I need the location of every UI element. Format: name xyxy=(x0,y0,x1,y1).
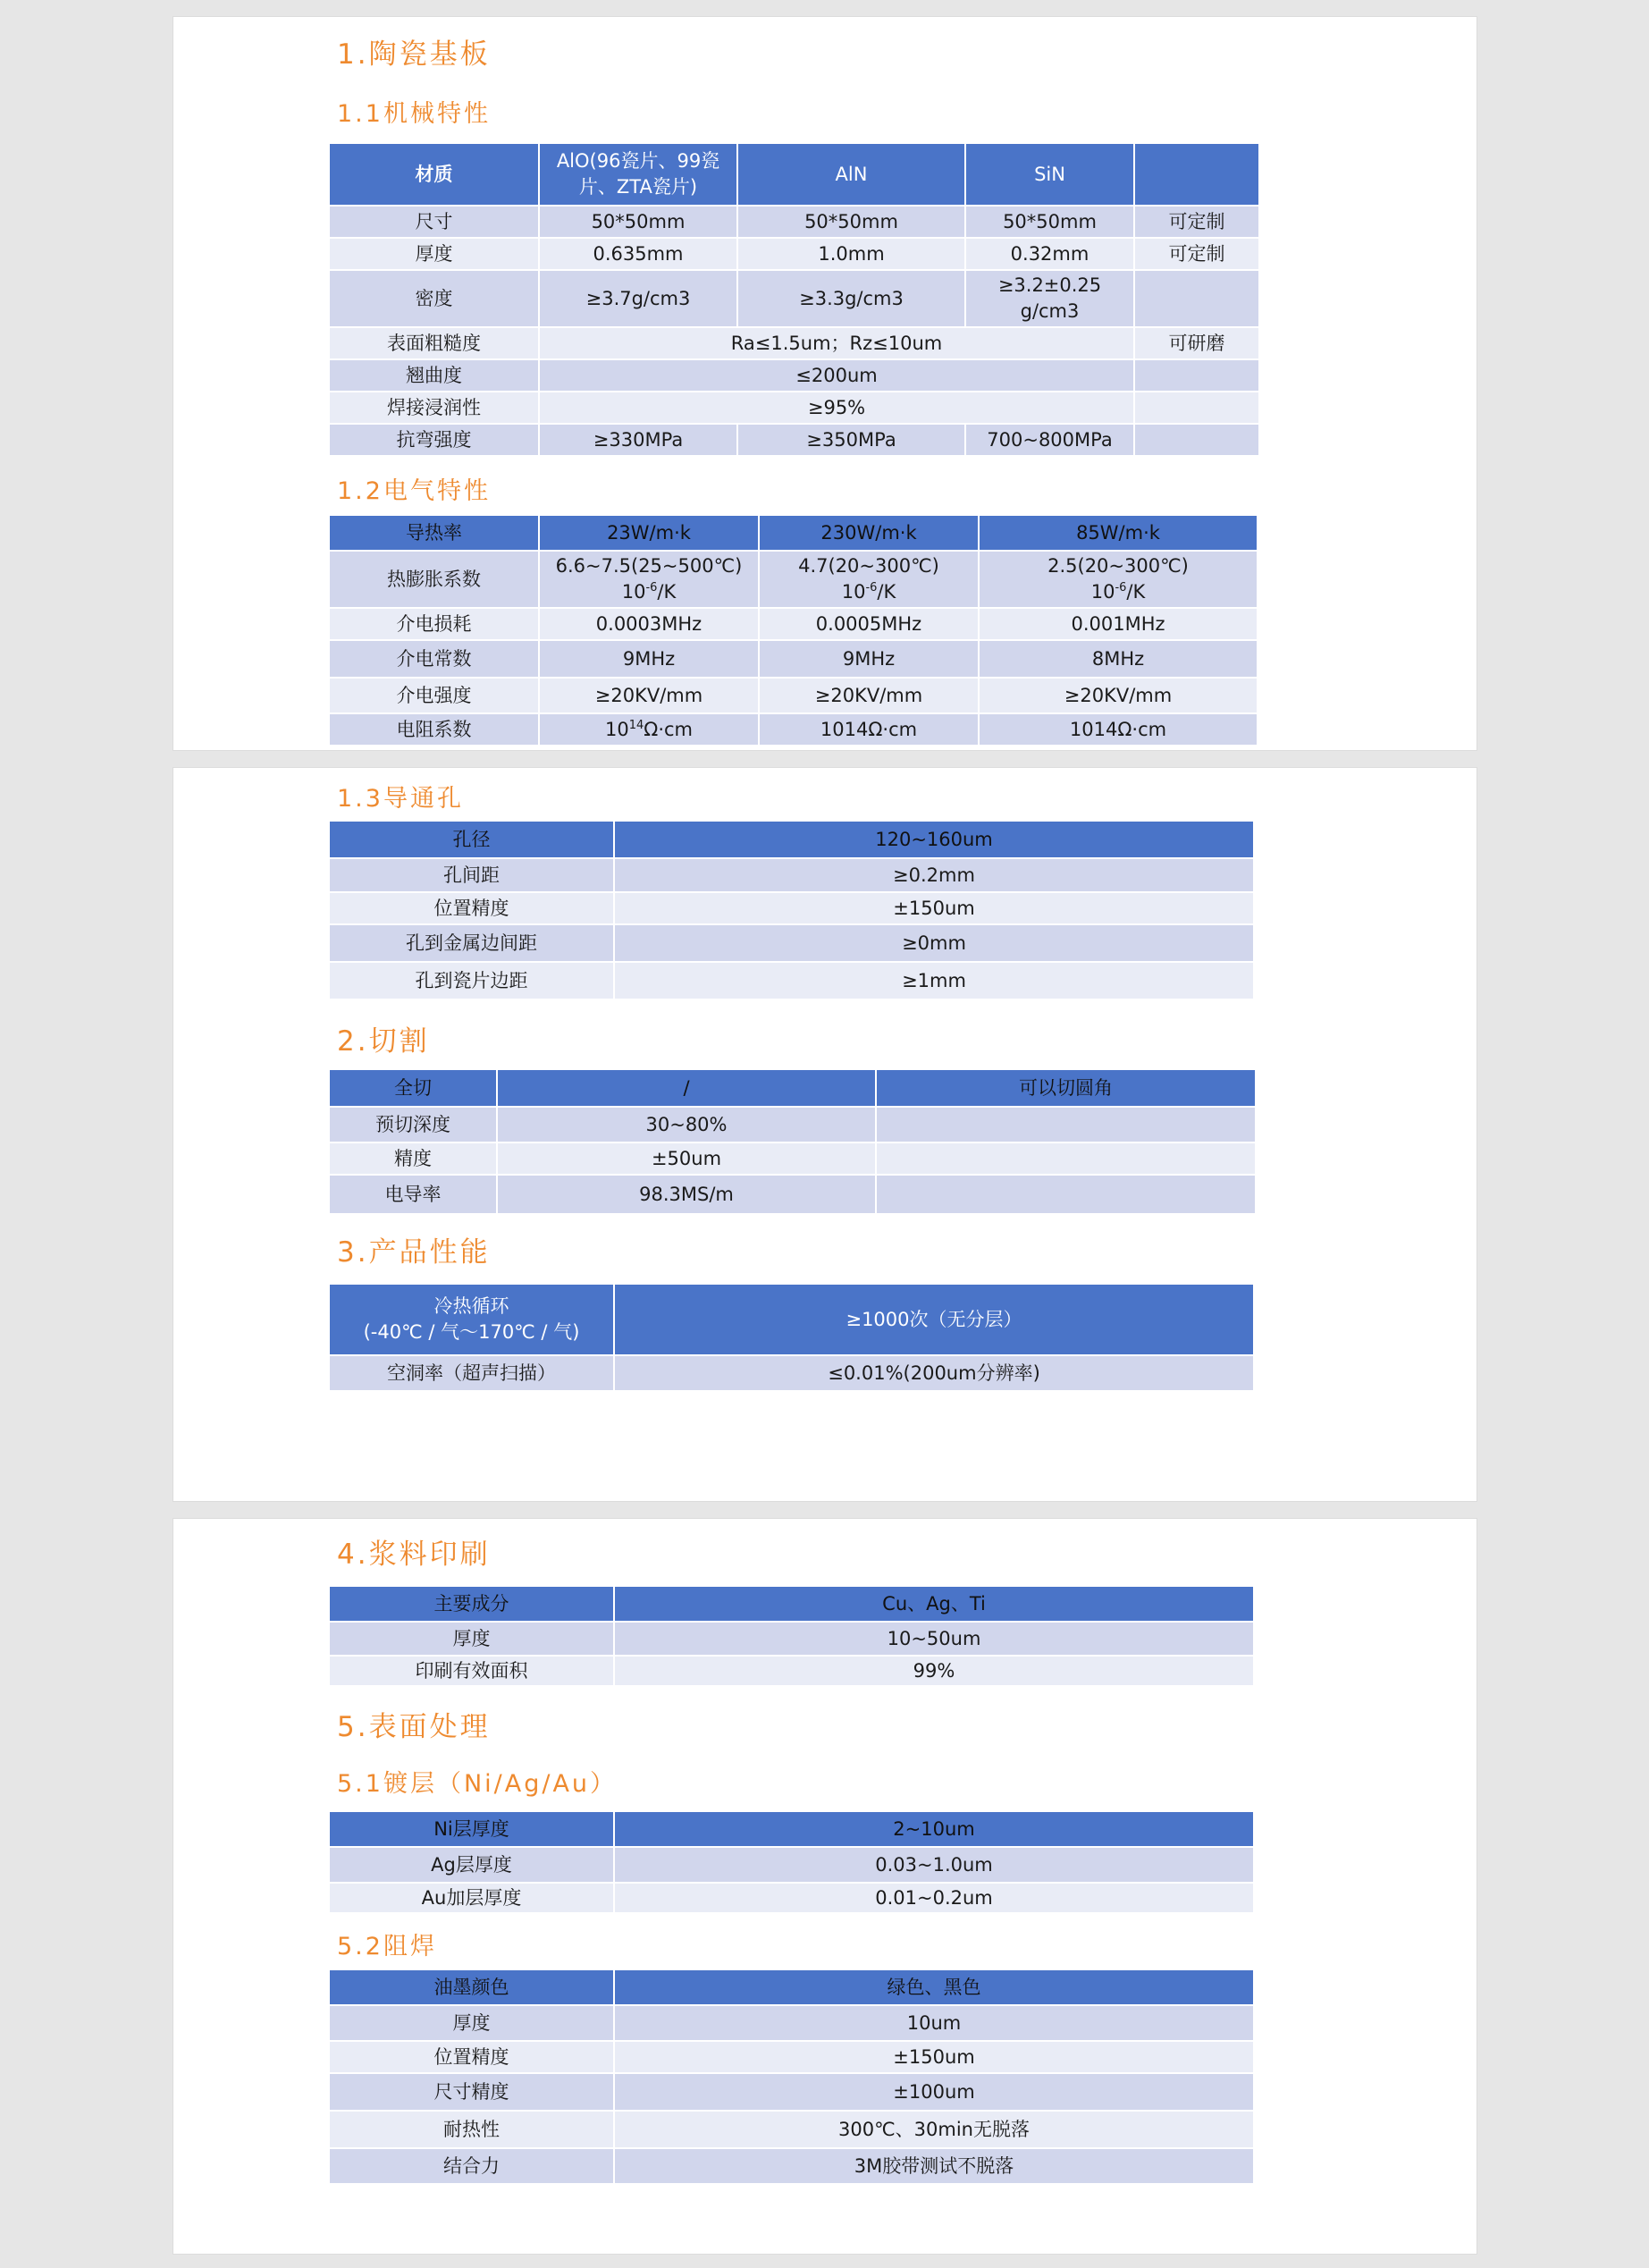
via-table xyxy=(328,820,1255,1000)
table-cell: 尺寸 xyxy=(330,207,538,237)
table-cell: Au加层厚度 xyxy=(330,1884,613,1912)
table-cell: 焊接浸润性 xyxy=(330,392,538,423)
page-2 xyxy=(172,767,1477,1502)
table-header-row xyxy=(330,1587,1253,1621)
table-cell: ±50um xyxy=(498,1143,875,1174)
header-cell: 23W/m·k xyxy=(540,516,758,550)
table-cell: 1014Ω·cm xyxy=(980,714,1257,745)
table-cell: Ag层厚度 xyxy=(330,1848,613,1882)
table-cell: ±150um xyxy=(615,893,1253,923)
table-row xyxy=(330,714,1257,745)
mechanical-properties-table xyxy=(328,142,1260,457)
table-cell: 0.0003MHz xyxy=(540,609,758,639)
table-cell: 介电常数 xyxy=(330,641,538,677)
table-row xyxy=(330,271,1258,326)
table-row xyxy=(330,2112,1253,2147)
header-cell: / xyxy=(498,1070,875,1106)
cutting-table xyxy=(328,1068,1257,1215)
table-cell: ≤0.01%(200um分辨率) xyxy=(615,1356,1253,1390)
table-row xyxy=(330,239,1258,269)
table-cell: 0.0005MHz xyxy=(760,609,978,639)
table-row xyxy=(330,859,1253,891)
table-cell: 介电强度 xyxy=(330,679,538,712)
table-cell: 3M胶带测试不脱落 xyxy=(615,2149,1253,2183)
table-row xyxy=(330,609,1257,639)
table-cell xyxy=(540,552,758,607)
table-row xyxy=(330,2042,1253,2072)
header-cell: 可以切圆角 xyxy=(877,1070,1255,1106)
header-cell: 230W/m·k xyxy=(760,516,978,550)
table-cell: 厚度 xyxy=(330,2006,613,2040)
table-cell: 表面粗糙度 xyxy=(330,328,538,358)
table-cell xyxy=(760,552,978,607)
table-cell: 位置精度 xyxy=(330,2042,613,2072)
header-cell: 2~10um xyxy=(615,1812,1253,1846)
table-cell: ≥3.2±0.25 g/cm3 xyxy=(966,271,1133,326)
table-cell: 介电损耗 xyxy=(330,609,538,639)
table-cell: 1014Ω·cm xyxy=(760,714,978,745)
table-header-row xyxy=(330,822,1253,857)
table-cell: 空洞率（超声扫描） xyxy=(330,1356,613,1390)
table-cell: 1.0mm xyxy=(738,239,964,269)
table-cell: ±100um xyxy=(615,2074,1253,2110)
table-cell: 印刷有效面积 xyxy=(330,1657,613,1685)
table-cell: 可定制 xyxy=(1135,207,1258,237)
performance-table xyxy=(328,1283,1255,1392)
header-cell: 85W/m·k xyxy=(980,516,1257,550)
table-cell: ≥3.3g/cm3 xyxy=(738,271,964,326)
table-row xyxy=(330,2074,1253,2110)
table-row xyxy=(330,1623,1253,1655)
electrical-properties-table xyxy=(328,514,1258,746)
table-cell: 30~80% xyxy=(498,1108,875,1142)
plating-table xyxy=(328,1810,1255,1914)
table-cell: 孔到瓷片边距 xyxy=(330,963,613,999)
subsection-title-solder-mask: 5.2阻焊 xyxy=(337,1933,437,1960)
table-cell: 可研磨 xyxy=(1135,328,1258,358)
table-header-row xyxy=(330,1285,1253,1354)
table-cell: Ra≤1.5um；Rz≤10um xyxy=(540,328,1133,358)
table-cell: 孔到金属边间距 xyxy=(330,925,613,961)
header-cell: AlN xyxy=(738,144,964,205)
subsection-title-electrical: 1.2电气特性 xyxy=(337,477,491,505)
table-cell: 700~800MPa xyxy=(966,425,1133,455)
table-cell: ≥3.7g/cm3 xyxy=(540,271,736,326)
header-cell xyxy=(1135,144,1258,205)
table-cell: 99% xyxy=(615,1657,1253,1685)
table-cell xyxy=(1135,271,1258,326)
paste-printing-table xyxy=(328,1585,1255,1687)
page-3 xyxy=(172,1518,1477,2255)
solder-mask-table xyxy=(328,1969,1255,2185)
cte-range: 4.7(20~300℃) xyxy=(798,555,939,577)
section-title-product-performance: 3.产品性能 xyxy=(337,1236,491,1269)
table-row xyxy=(330,392,1258,423)
table-cell xyxy=(1135,425,1258,455)
table-cell: 50*50mm xyxy=(540,207,736,237)
table-cell: ≥20KV/mm xyxy=(540,679,758,712)
table-cell: 0.001MHz xyxy=(980,609,1257,639)
table-cell: 预切深度 xyxy=(330,1108,496,1142)
table-row xyxy=(330,552,1257,607)
header-cell: 绿色、黑色 xyxy=(615,1970,1253,2004)
table-cell: 抗弯强度 xyxy=(330,425,538,455)
table-cell: 10um xyxy=(615,2006,1253,2040)
table-cell: 9MHz xyxy=(540,641,758,677)
table-cell: ≥1mm xyxy=(615,963,1253,999)
thermal-cycle-range: (-40℃ / 气～170℃ / 气) xyxy=(363,1321,580,1343)
table-row xyxy=(330,963,1253,999)
table-cell: 50*50mm xyxy=(738,207,964,237)
table-row xyxy=(330,893,1253,923)
table-row xyxy=(330,1848,1253,1882)
table-row xyxy=(330,641,1257,677)
cte-range: 6.6~7.5(25~500℃) xyxy=(555,555,743,577)
table-cell xyxy=(1135,392,1258,423)
table-row xyxy=(330,328,1258,358)
table-cell: ≥95% xyxy=(540,392,1133,423)
table-cell: 电阻系数 xyxy=(330,714,538,745)
table-cell: 50*50mm xyxy=(966,207,1133,237)
header-cell: Ni层厚度 xyxy=(330,1812,613,1846)
header-cell: Cu、Ag、Ti xyxy=(615,1587,1253,1621)
table-cell: 300℃、30min无脱落 xyxy=(615,2112,1253,2147)
table-cell xyxy=(1135,360,1258,391)
header-cell: AlO(96瓷片、99瓷片、ZTA瓷片) xyxy=(540,144,736,205)
table-row xyxy=(330,679,1257,712)
table-cell: 密度 xyxy=(330,271,538,326)
table-cell: ≥20KV/mm xyxy=(980,679,1257,712)
table-header-row xyxy=(330,1070,1255,1106)
table-cell: 精度 xyxy=(330,1143,496,1174)
table-cell: ≥20KV/mm xyxy=(760,679,978,712)
table-cell: 尺寸精度 xyxy=(330,2074,613,2110)
table-cell: ≥0.2mm xyxy=(615,859,1253,891)
table-cell: 0.635mm xyxy=(540,239,736,269)
table-header-row xyxy=(330,1970,1253,2004)
section-title-ceramic-substrate: 1.陶瓷基板 xyxy=(337,38,491,71)
header-cell xyxy=(330,1285,613,1354)
table-cell: 98.3MS/m xyxy=(498,1176,875,1213)
table-cell: 厚度 xyxy=(330,239,538,269)
subsection-title-mechanical: 1.1机械特性 xyxy=(337,100,491,128)
table-row xyxy=(330,1176,1255,1213)
header-cell: SiN xyxy=(966,144,1133,205)
section-title-paste-printing: 4.浆料印刷 xyxy=(337,1539,491,1571)
table-row xyxy=(330,2149,1253,2183)
table-header-row xyxy=(330,144,1258,205)
header-cell: 120~160um xyxy=(615,822,1253,857)
table-row xyxy=(330,1884,1253,1912)
table-row xyxy=(330,1356,1253,1390)
table-cell: ≥0mm xyxy=(615,925,1253,961)
table-row xyxy=(330,2006,1253,2040)
table-cell: ≤200um xyxy=(540,360,1133,391)
header-cell: 导热率 xyxy=(330,516,538,550)
table-row xyxy=(330,1143,1255,1174)
table-cell: 0.32mm xyxy=(966,239,1133,269)
table-cell: 9MHz xyxy=(760,641,978,677)
header-cell: 油墨颜色 xyxy=(330,1970,613,2004)
section-title-cutting: 2.切割 xyxy=(337,1025,430,1058)
cte-unit: $10^{-6}/K$ xyxy=(841,581,896,603)
table-cell: $10^{14}\Omega\cdot cm$ xyxy=(540,714,758,745)
table-row xyxy=(330,425,1258,455)
cte-unit: $10^{-6}/K$ xyxy=(621,581,677,603)
table-cell: 耐热性 xyxy=(330,2112,613,2147)
table-row xyxy=(330,1657,1253,1685)
section-title-surface-treatment: 5.表面处理 xyxy=(337,1711,491,1743)
table-cell xyxy=(877,1176,1255,1213)
table-row xyxy=(330,1108,1255,1142)
table-cell: 翘曲度 xyxy=(330,360,538,391)
table-row xyxy=(330,925,1253,961)
header-cell: 全切 xyxy=(330,1070,496,1106)
table-cell: ±150um xyxy=(615,2042,1253,2072)
header-cell: 孔径 xyxy=(330,822,613,857)
table-cell: 热膨胀系数 xyxy=(330,552,538,607)
table-cell: 10~50um xyxy=(615,1623,1253,1655)
table-cell: 结合力 xyxy=(330,2149,613,2183)
table-cell: 电导率 xyxy=(330,1176,496,1213)
table-cell: 0.03~1.0um xyxy=(615,1848,1253,1882)
table-cell: 厚度 xyxy=(330,1623,613,1655)
table-cell: 0.01~0.2um xyxy=(615,1884,1253,1912)
table-cell xyxy=(877,1108,1255,1142)
subsection-title-plating: 5.1镀层（Ni/Ag/Au） xyxy=(337,1770,618,1798)
table-cell xyxy=(877,1143,1255,1174)
header-cell: 材质 xyxy=(330,144,538,205)
table-cell: ≥350MPa xyxy=(738,425,964,455)
table-cell: 位置精度 xyxy=(330,893,613,923)
thermal-cycle-label: 冷热循环 xyxy=(433,1295,509,1317)
table-cell: 可定制 xyxy=(1135,239,1258,269)
table-cell xyxy=(980,552,1257,607)
table-cell: ≥330MPa xyxy=(540,425,736,455)
subsection-title-via: 1.3导通孔 xyxy=(337,785,464,813)
table-row xyxy=(330,360,1258,391)
table-cell: 8MHz xyxy=(980,641,1257,677)
header-cell: ≥1000次（无分层） xyxy=(615,1285,1253,1354)
table-cell: 孔间距 xyxy=(330,859,613,891)
table-header-row xyxy=(330,516,1257,550)
cte-unit: $10^{-6}/K$ xyxy=(1090,581,1146,603)
table-header-row xyxy=(330,1812,1253,1846)
cte-range: 2.5(20~300℃) xyxy=(1047,555,1189,577)
table-row xyxy=(330,207,1258,237)
page-1 xyxy=(172,16,1477,751)
header-cell: 主要成分 xyxy=(330,1587,613,1621)
